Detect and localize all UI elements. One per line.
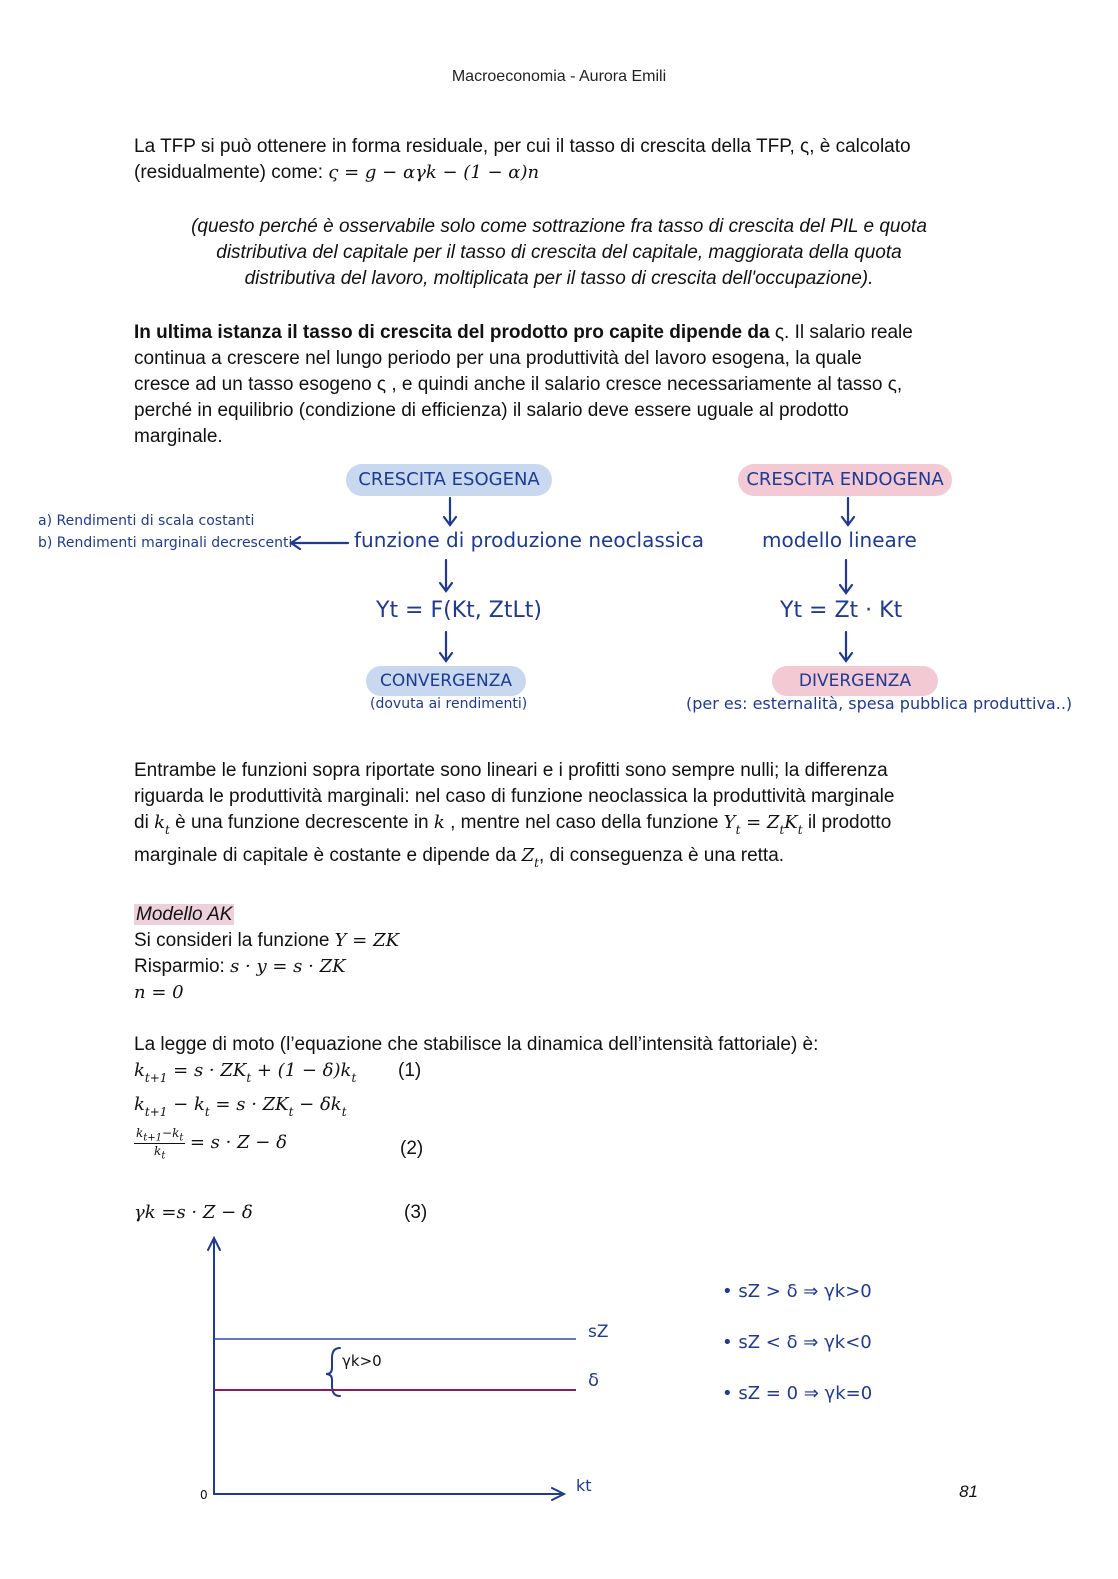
arrow-down-icon [842, 498, 854, 525]
arrow-down-icon [440, 632, 452, 661]
equation-3: γk =s · Z − δ [134, 1202, 253, 1223]
brace-icon [326, 1348, 340, 1396]
graph-brace-label: γk>0 [342, 1352, 382, 1370]
exogenous-growth-title: CRESCITA ESOGENA [346, 464, 552, 496]
neoclassical-formula: Yt = F(Kt, ZtLt) [376, 598, 542, 623]
endogenous-growth-title: CRESCITA ENDOGENA [738, 464, 952, 496]
diagram-arrows [0, 0, 1118, 760]
arrow-down-icon [440, 560, 452, 591]
equation-1-label: (1) [398, 1060, 422, 1081]
law-of-motion-text: La legge di moto (l’equazione che stabilisce la dinamica dell’intensità fattoriale) è: [134, 1034, 819, 1055]
arrow-down-icon [444, 498, 456, 525]
equation-1b: $k_{t+1} - k_t = s \cdot ZK_t - \delta k_t$ [134, 1094, 347, 1119]
graph-x-label: kt [576, 1476, 592, 1495]
ak-model-section: Modello AK Si consideri la funzione Y = ZK Risparmio: s · y = s · ZK n = 0 [134, 904, 400, 1003]
paragraph-tfp: La TFP si può ottenere in forma residuale, per cui il tasso di crescita della TFP, ς, è calcolato (residualmente) come: ς = g − αγk − (1 − α)n [134, 136, 911, 183]
page-header: Macroeconomia - Aurora Emili [451, 68, 667, 85]
arrow-down-icon [840, 560, 852, 593]
convergence-label: CONVERGENZA [366, 666, 526, 696]
neoclassical-function-label: funzione di produzione neoclassica [354, 528, 705, 552]
arrow-down-icon [840, 632, 852, 661]
equation-3-label: (3) [404, 1202, 428, 1223]
linear-model-label: modello lineare [762, 528, 917, 552]
graph-delta-label: δ [588, 1370, 600, 1391]
x-axis [214, 1488, 564, 1500]
paragraph-marginal-productivity: Entrambe le funzioni sopra riportate sono lineari e i profitti sono sempre nulli; la differenza riguarda le produttività marginali: nel caso di funzione neoclassica la produttività marginale di $k_t$ è una funzione decrescente in k , mentre nel caso della funzione $Y_t = Z_tK_t$ il prodotto marginale di capitale è costante e dipende da $Z_t$, di conseguenza è una retta. [134, 760, 895, 870]
convergence-note: (dovuta ai rendimenti) [370, 696, 528, 712]
equation-2-label: (2) [400, 1138, 424, 1159]
divergence-note: (per es: esternalità, spesa pubblica produttiva..) [686, 694, 1073, 713]
paragraph-explanation: (questo perché è osservabile solo come sottrazione fra tasso di crescita del PIL e quota distributiva del capitale per il tasso di crescita del capitale, maggiorata della quota distributiva del lavoro, moltiplicata per il tasso di crescita dell'occupazione). [191, 216, 927, 289]
equation-1: $k_{t+1} = s \cdot ZK_t + (1 - \delta)k_t$ [134, 1060, 357, 1085]
returns-list: a) Rendimenti di scala costanti b) Rendimenti marginali decrescenti [38, 513, 293, 551]
arrow-left-icon [291, 537, 348, 549]
growth-conditions: • sZ > δ ⇒ γk>0 • sZ < δ ⇒ γk<0 • sZ = 0 ⇒ γk=0 [722, 1281, 873, 1404]
equation-2: $\frac{k_{t+1}-k_t}{k_t}$ = s · Z − δ [136, 1126, 287, 1162]
linear-formula: Yt = Zt · Kt [780, 598, 903, 623]
ak-model-title: Modello AK [136, 904, 233, 925]
paragraph-salary: In ultima istanza il tasso di crescita del prodotto pro capite dipende da ς. Il salario reale continua a crescere nel lungo periodo per una produttività del lavoro esogena, la quale cresce ad un tasso esogeno ς , e quindi anche il salario cresce necessariamente al tasso ς, perché in equilibrio (condizione di efficienza) il salario deve essere uguale al prodotto marginale. [134, 322, 913, 447]
growth-graph [190, 1230, 650, 1510]
graph-origin: 0 [200, 1488, 208, 1502]
y-axis [208, 1238, 220, 1494]
page-number: 81 [959, 1482, 978, 1501]
divergence-label: DIVERGENZA [772, 666, 938, 696]
graph-sz-label: sZ [588, 1322, 609, 1342]
